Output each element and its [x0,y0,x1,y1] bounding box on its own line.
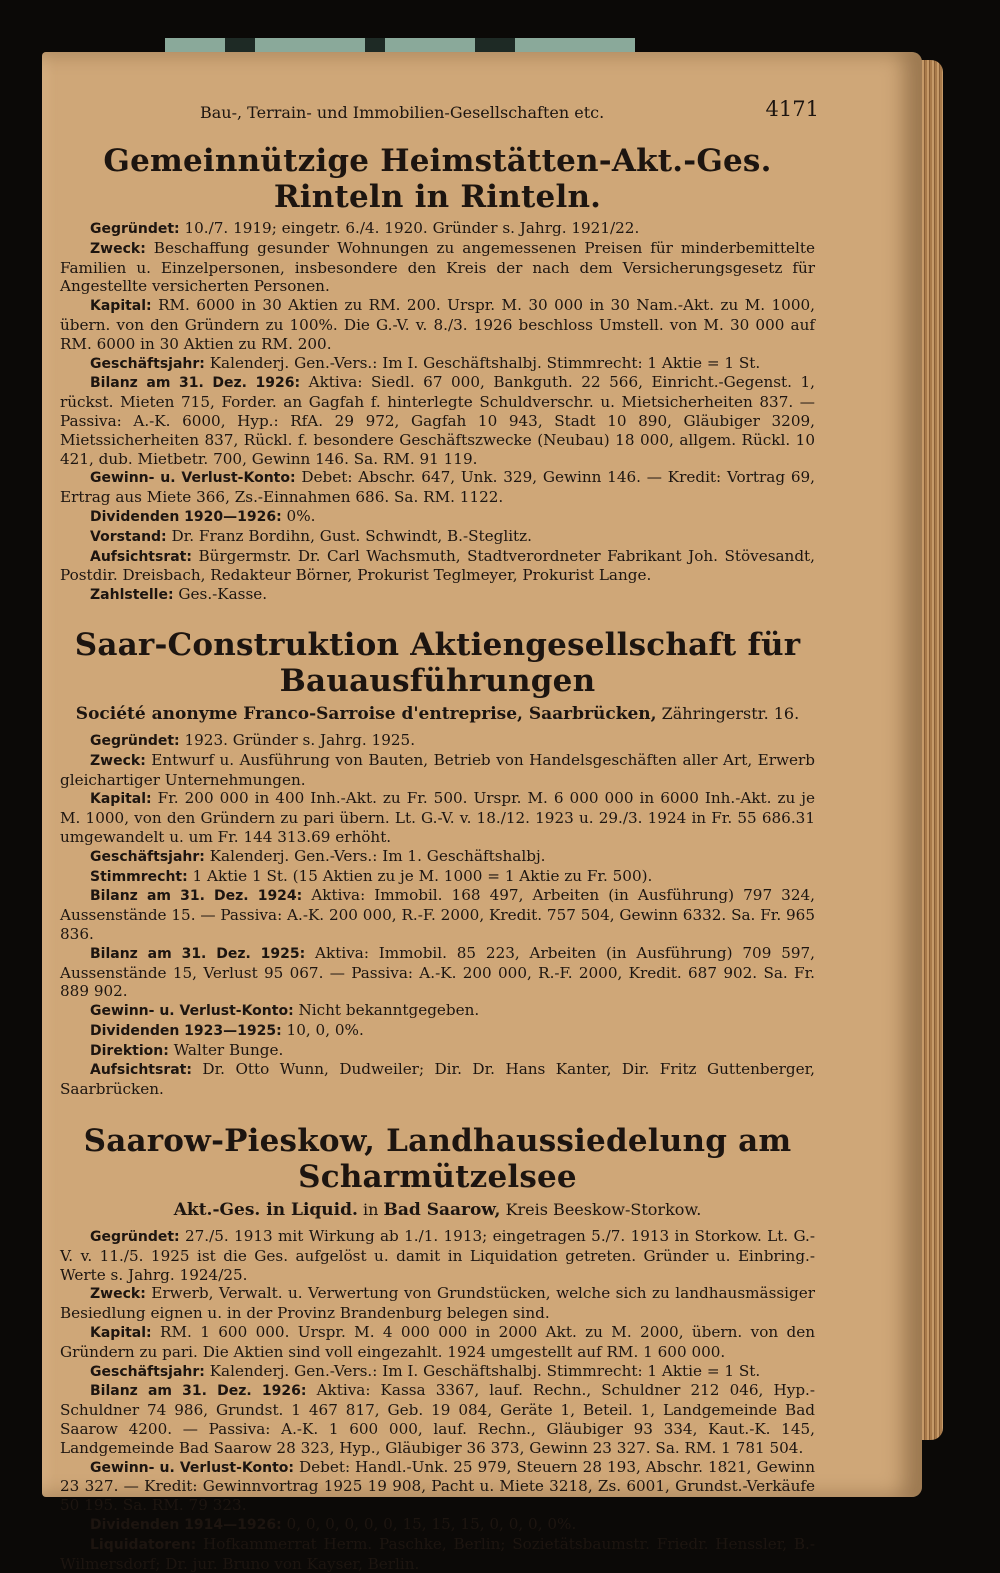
subtitle-rest: Kreis Beeskow-Storkow. [500,1200,702,1220]
entry-paragraph [60,296,815,353]
field-label: Geschäftsjahr: [90,848,205,865]
field-label: Zweck: [90,240,146,257]
entry-title: Gemeinnützige Heimstätten-Akt.-Ges. Rinteln in Rinteln. [103,143,772,215]
field-label: Kapital: [90,1325,152,1342]
field-text: Kalenderj. Gen.-Vers.: Im 1. Geschäftshalbj. [204,846,546,865]
field-text: Beschaffung gesunder Wohnungen zu angemessenen Preisen für minderbemittelte Familien u. Einzelpersonen, insbesondere den Kreis der nach dem Versicherungsgesetz für Angestellte versicherten Personen. [60,238,815,296]
entry-paragraph [60,468,815,507]
field-label: Direktion: [90,1042,169,1059]
field-label: Gewinn- u. Verlust-Konto: [90,1459,294,1476]
field-label: Gewinn- u. Verlust-Konto: [90,1003,294,1020]
field-label: Bilanz am 31. Dez. 1925: [90,945,306,962]
field-text: RM. 6000 in 30 Aktien zu RM. 200. Urspr. M. 30 000 in 30 Nam.-Akt. zu M. 1000, übern. von den Gründern zu 100%. Die G.-V. v. 8./3. 1926 beschloss Umstell. von M. 30 000 auf RM. 6000 in 30 Aktien zu RM. 200. [60,296,815,353]
field-text: Hofkammerrat Herm. Paschke, Berlin; Sozietätsbaumstr. Friedr. Henssler, B.-Wilmersdorf; Dr. jur. Bruno von Kayser, Berlin. [60,1534,815,1573]
entry-paragraph [60,527,815,547]
subtitle-bold-place: Bad Saarow, [383,1200,501,1221]
entry-paragraph [60,1284,815,1323]
entry-paragraph [60,373,815,468]
field-text: Debet: Handl.-Unk. 25 979, Steuern 28 193, Abschr. 1821, Gewinn 23 327. — Kredit: Gewinnvortrag 1925 19 908, Pacht u. Miete 3218, Zs. 6001, Grundst.-Verkäufe 50 195. Sa. RM. 79 323. [60,1457,815,1515]
field-text: 0%. [281,506,316,525]
subtitle-bold: Akt.-Ges. in Liquid. [173,1200,358,1221]
field-label: Kapital: [90,791,152,808]
field-label: Aufsichtsrat: [90,548,192,565]
entry-paragraph [60,585,815,605]
entry-paragraph [60,1515,815,1535]
field-label: Dividenden 1920—1926: [90,508,282,525]
subtitle-mid: in [357,1200,384,1220]
field-text: 10./7. 1919; eingetr. 6./4. 1920. Gründer s. Jahrg. 1921/22. [179,219,640,237]
field-label: Geschäftsjahr: [90,1363,205,1380]
entry-paragraph [60,886,815,943]
field-text: Aktiva: Immobil. 168 497, Arbeiten (in Ausführung) 797 324, Aussenstände 15. — Passiva: A.-K. 200 000, R.-F. 2000, Kredit. 757 504, Gewinn 6332. Sa. Fr. 965 836. [60,886,815,943]
field-label: Vorstand: [90,528,167,545]
field-label: Bilanz am 31. Dez. 1924: [90,888,303,905]
entry-paragraph [60,1060,815,1099]
entry-title: Saar-Construktion Aktiengesellschaft für Bauausführungen [74,626,801,699]
entry-paragraph [60,944,815,1001]
entry-paragraph [60,847,815,867]
entry-paragraph [60,1227,815,1284]
field-text: Bürgermstr. Dr. Carl Wachsmuth, Stadtverordneter Fabrikant Joh. Stövesandt, Postdir. Dreisbach, Redakteur Börner, Prokurist Teglmeyer, Prokurist Lange. [60,546,815,585]
field-label: Zahlstelle: [90,587,174,604]
field-text: 27./5. 1913 mit Wirkung ab 1./1. 1913; eingetragen 5./7. 1913 in Storkow. Lt. G.-V. v. 11./5. 1925 ist die Ges. aufgelöst u. damit in Liquidation getreten. Gründer u. Einbring.-Werte s. Jahrg. 1924/25. [60,1227,815,1284]
field-text: Kalenderj. Gen.-Vers.: Im I. Geschäftshalbj. Stimmrecht: 1 Aktie = 1 St. [204,353,761,372]
entry-paragraph [60,867,815,887]
field-label: Gegründet: [90,732,180,749]
entry-body [60,731,815,1099]
field-text: Fr. 200 000 in 400 Inh.-Akt. zu Fr. 500. Urspr. M. 6 000 000 in 6000 Inh.-Akt. zu je M. 1000, von den Gründern zu pari übern. Lt. G.-V. v. 18./12. 1923 u. 29./3. 1924 in Fr. 55 686.31 umgewandelt u. um Fr. 144 313.69 erhöht. [60,789,815,846]
field-text: Nicht bekanntgegeben. [293,1001,480,1020]
entry-paragraph [60,1001,815,1021]
entry-paragraph [60,547,815,586]
field-label: Bilanz am 31. Dez. 1926: [90,1383,307,1400]
field-text: Aktiva: Immobil. 85 223, Arbeiten (in Ausführung) 709 597, Aussenstände 15, Verlust 95 067. — Passiva: A.-K. 200 000, R.-F. 2000, Kredit. 687 902. Sa. Fr. 889 902. [60,943,816,1001]
running-head-title: Bau-, Terrain- und Immobilien-Gesellschaften etc. [200,103,605,122]
field-label: Kapital: [90,298,152,315]
field-text: 0, 0, 0, 0, 0, 0, 15, 15, 15, 0, 0, 0, 0%. [281,1515,577,1534]
page-content [60,95,819,1573]
entry-title: Saarow-Pieskow, Landhaussiedelung am Scharmützelsee [83,1123,792,1196]
field-text: Entwurf u. Ausführung von Bauten, Betrieb von Handelsgeschäften aller Art, Erwerb gleichartiger Unternehmungen. [60,750,815,789]
field-label: Zweck: [90,752,146,769]
entry-paragraph [60,1041,815,1061]
field-text: RM. 1 600 000. Urspr. M. 4 000 000 in 2000 Akt. zu M. 2000, übern. von den Gründern zu pari. Die Aktien sind voll eingezahlt. 1924 umgestellt auf RM. 1 600 000. [60,1323,815,1361]
field-text: Kalenderj. Gen.-Vers.: Im I. Geschäftshalbj. Stimmrecht: 1 Aktie = 1 St. [204,1361,761,1380]
field-text: Debet: Abschr. 647, Unk. 329, Gewinn 146. — Kredit: Vortrag 69, Ertrag aus Miete 366, Zs.-Einnahmen 686. Sa. RM. 1122. [60,468,815,507]
entry-subtitle [60,1199,815,1221]
field-label: Gewinn- u. Verlust-Konto: [90,470,296,487]
entry-paragraph [60,507,815,527]
entry [60,1123,815,1573]
field-text: 10, 0, 0%. [281,1020,364,1039]
entry-paragraph [60,1458,815,1515]
subtitle-rest: Zähringerstr. 16. [656,703,800,723]
field-text: Aktiva: Kassa 3367, lauf. Rechn., Schuldner 212 046, Hyp.-Schuldner 74 986, Grundst. 1 467 817, Geb. 19 084, Geräte 1, Beteil. 1, Landgemeinde Bad Saarow 4200. — Passiva: A.-K. 1 600 000, lauf. Rechn., Gläubiger 93 334, Kaut.-K. 145, Landgemeinde Bad Saarow 28 323, Hyp., Gläubiger 36 373, Gewinn 23 327. Sa. RM. 1 781 504. [60,1381,815,1457]
field-label: Liquidatoren: [90,1536,197,1553]
field-label: Bilanz am 31. Dez. 1926: [90,375,301,392]
field-label: Geschäftsjahr: [90,355,205,372]
entry-paragraph [60,1535,815,1573]
entry-body [60,1227,815,1573]
field-text: 1923. Gründer s. Jahrg. 1925. [179,730,416,749]
running-head [60,95,819,127]
entry-paragraph [60,731,815,751]
entry-paragraph [60,1362,815,1382]
entry-paragraph [60,789,815,846]
field-label: Gegründet: [90,221,180,237]
field-text: Erwerb, Verwalt. u. Verwertung von Grundstücken, welche sich zu landhausmässiger Besiedlung eignen u. in der Provinz Brandenburg belegen sind. [60,1284,815,1323]
entry-paragraph [60,1381,815,1457]
entry-paragraph [60,1323,815,1362]
entry-body [60,219,815,605]
field-label: Dividenden 1923—1925: [90,1022,282,1039]
entry-paragraph [60,239,815,296]
field-label: Aufsichtsrat: [90,1062,192,1079]
page-number: 4171 [765,97,819,121]
field-text: 1 Aktie 1 St. (15 Aktien zu je M. 1000 = 1 Aktie zu Fr. 500). [187,866,653,885]
field-label: Zweck: [90,1286,146,1303]
field-text: Dr. Franz Bordihn, Gust. Schwindt, B.-Steglitz. [166,526,532,545]
field-text: Ges.-Kasse. [173,585,268,604]
subtitle-bold: Société anonyme Franco-Sarroise d'entreprise, Saarbrücken, [75,703,657,724]
field-text: Dr. Otto Wunn, Dudweiler; Dir. Dr. Hans Kanter, Dir. Fritz Guttenberger, Saarbrücken. [60,1060,815,1099]
entry [60,627,815,1099]
field-label: Dividenden 1914—1926: [90,1517,282,1534]
entry-paragraph [60,354,815,374]
entry-paragraph [60,1021,815,1041]
entry [60,143,815,605]
entry-paragraph [60,219,815,239]
field-text: Walter Bunge. [168,1040,284,1059]
entry-paragraph [60,751,815,790]
entry-subtitle [60,703,815,725]
field-text: Aktiva: Siedl. 67 000, Bankguth. 22 566, Einricht.-Gegenst. 1, rückst. Mieten 715, Forder. an Gagfah f. hinterlegte Schuldverschr. u. Mietsicherheiten 837. — Passiva: A.-K. 6000, Hyp.: RfA. 29 972, Gagfah 10 943, Stadt 10 890, Gläubiger 3209, Mietssicherheiten 837, Rückl. f. besondere Geschäftszwecke (Neubau) 18 000, allgem. Rückl. 10 421, dub. Mietbetr. 700, Gewinn 146. Sa. RM. 91 119. [60,373,815,468]
field-label: Stimmrecht: [90,868,188,885]
field-label: Gegründet: [90,1229,180,1246]
